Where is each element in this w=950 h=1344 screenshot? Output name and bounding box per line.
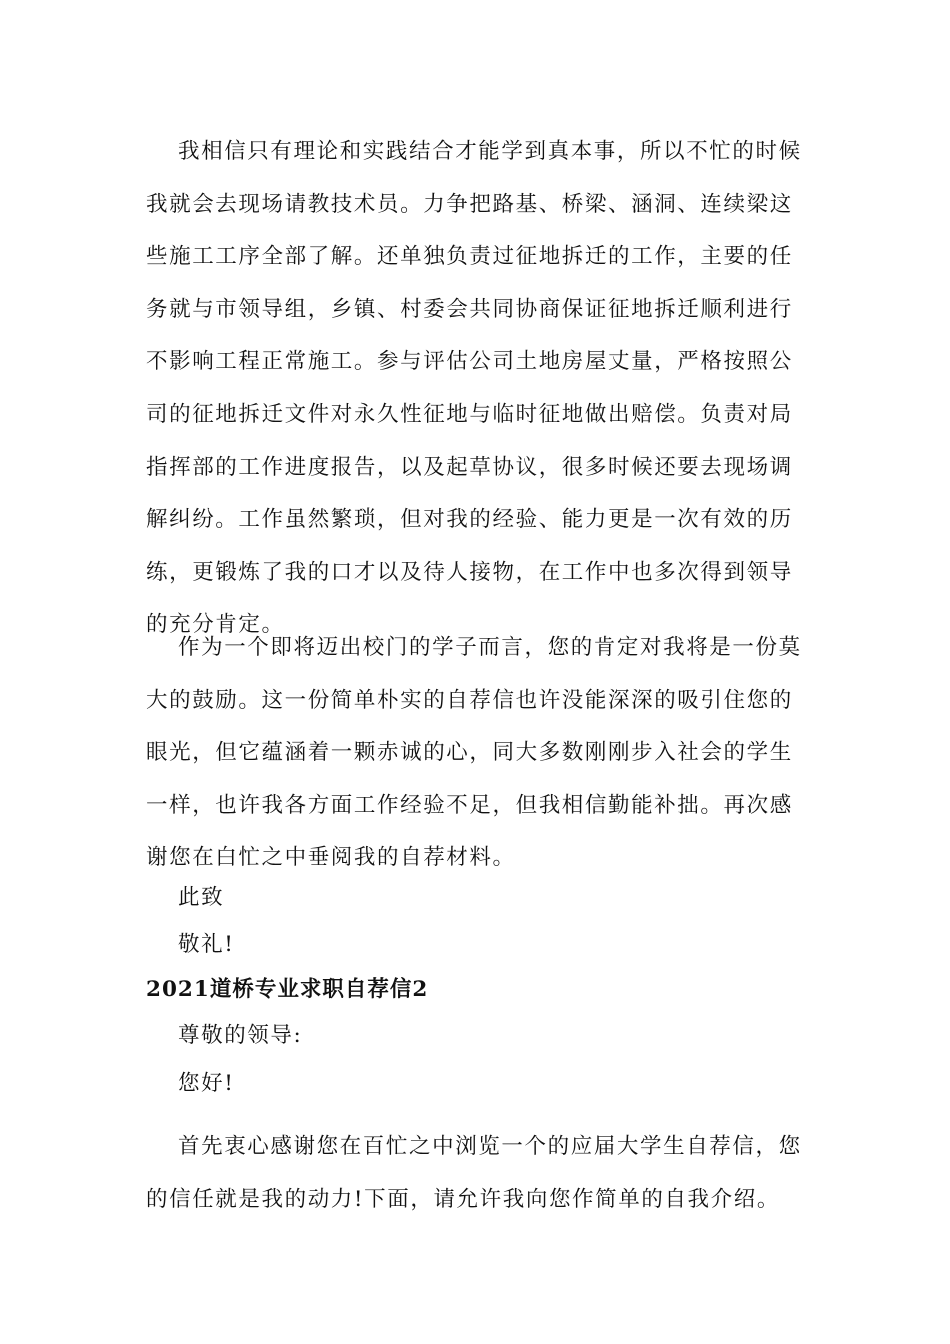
paragraph-experience: [146, 126, 802, 652]
text-line: 的充分肯定。: [146, 612, 285, 638]
closing-line: 敬礼!: [178, 931, 235, 957]
text-line: 司的征地拆迁文件对永久性征地与临时征地做出赔偿。负责对局: [146, 401, 793, 427]
greeting-line: 您好!: [178, 1070, 235, 1096]
text-line: 些施工工序全部了解。还单独负责过征地拆迁的工作，主要的任: [146, 244, 793, 270]
text-line: 指挥部的工作进度报告，以及起草协议，很多时候还要去现场调: [146, 454, 793, 480]
text-line: 不影响工程正常施工。参与评估公司土地房屋丈量，严格按照公: [146, 349, 793, 375]
text-line: 一样，也许我各方面工作经验不足，但我相信勤能补拙。再次感: [146, 792, 793, 818]
salutation-line: 尊敬的领导:: [178, 1023, 303, 1048]
closing: [146, 872, 786, 971]
salutation: [146, 1010, 786, 1110]
text-line: 谢您在白忙之中垂阅我的自荐材料。: [146, 845, 516, 871]
text-line: 解纠纷。工作虽然繁琐，但对我的经验、能力更是一次有效的历: [146, 507, 793, 533]
text-line: 作为一个即将迈出校门的学子而言，您的肯定对我将是一份莫: [178, 635, 802, 660]
text-line: 眼光，但它蕴涵着一颗赤诚的心，同大多数刚刚步入社会的学生: [146, 740, 793, 766]
text-line: 首先衷心感谢您在百忙之中浏览一个的应届大学生自荐信，您: [178, 1134, 802, 1159]
text-line: 练，更锻炼了我的口才以及待人接物，在工作中也多次得到领导: [146, 559, 793, 585]
closing-line: 此致: [178, 885, 225, 910]
text-line: 大的鼓励。这一份简单朴实的自荐信也许没能深深的吸引住您的: [146, 687, 793, 713]
text-line: 的信任就是我的动力!下面，请允许我向您作简单的自我介绍。: [146, 1186, 780, 1212]
paragraph-conclusion: [146, 622, 802, 885]
paragraph-intro: [146, 1121, 802, 1226]
text-line: 务就与市领导组，乡镇、村委会共同协商保证征地拆迁顺利进行: [146, 296, 793, 322]
text-line: 我就会去现场请教技术员。力争把路基、桥梁、涵洞、连续梁这: [146, 191, 793, 217]
section-heading: 2021道桥专业求职自荐信2: [146, 977, 429, 1002]
text-line: 我相信只有理论和实践结合才能学到真本事，所以不忙的时候: [178, 139, 802, 164]
